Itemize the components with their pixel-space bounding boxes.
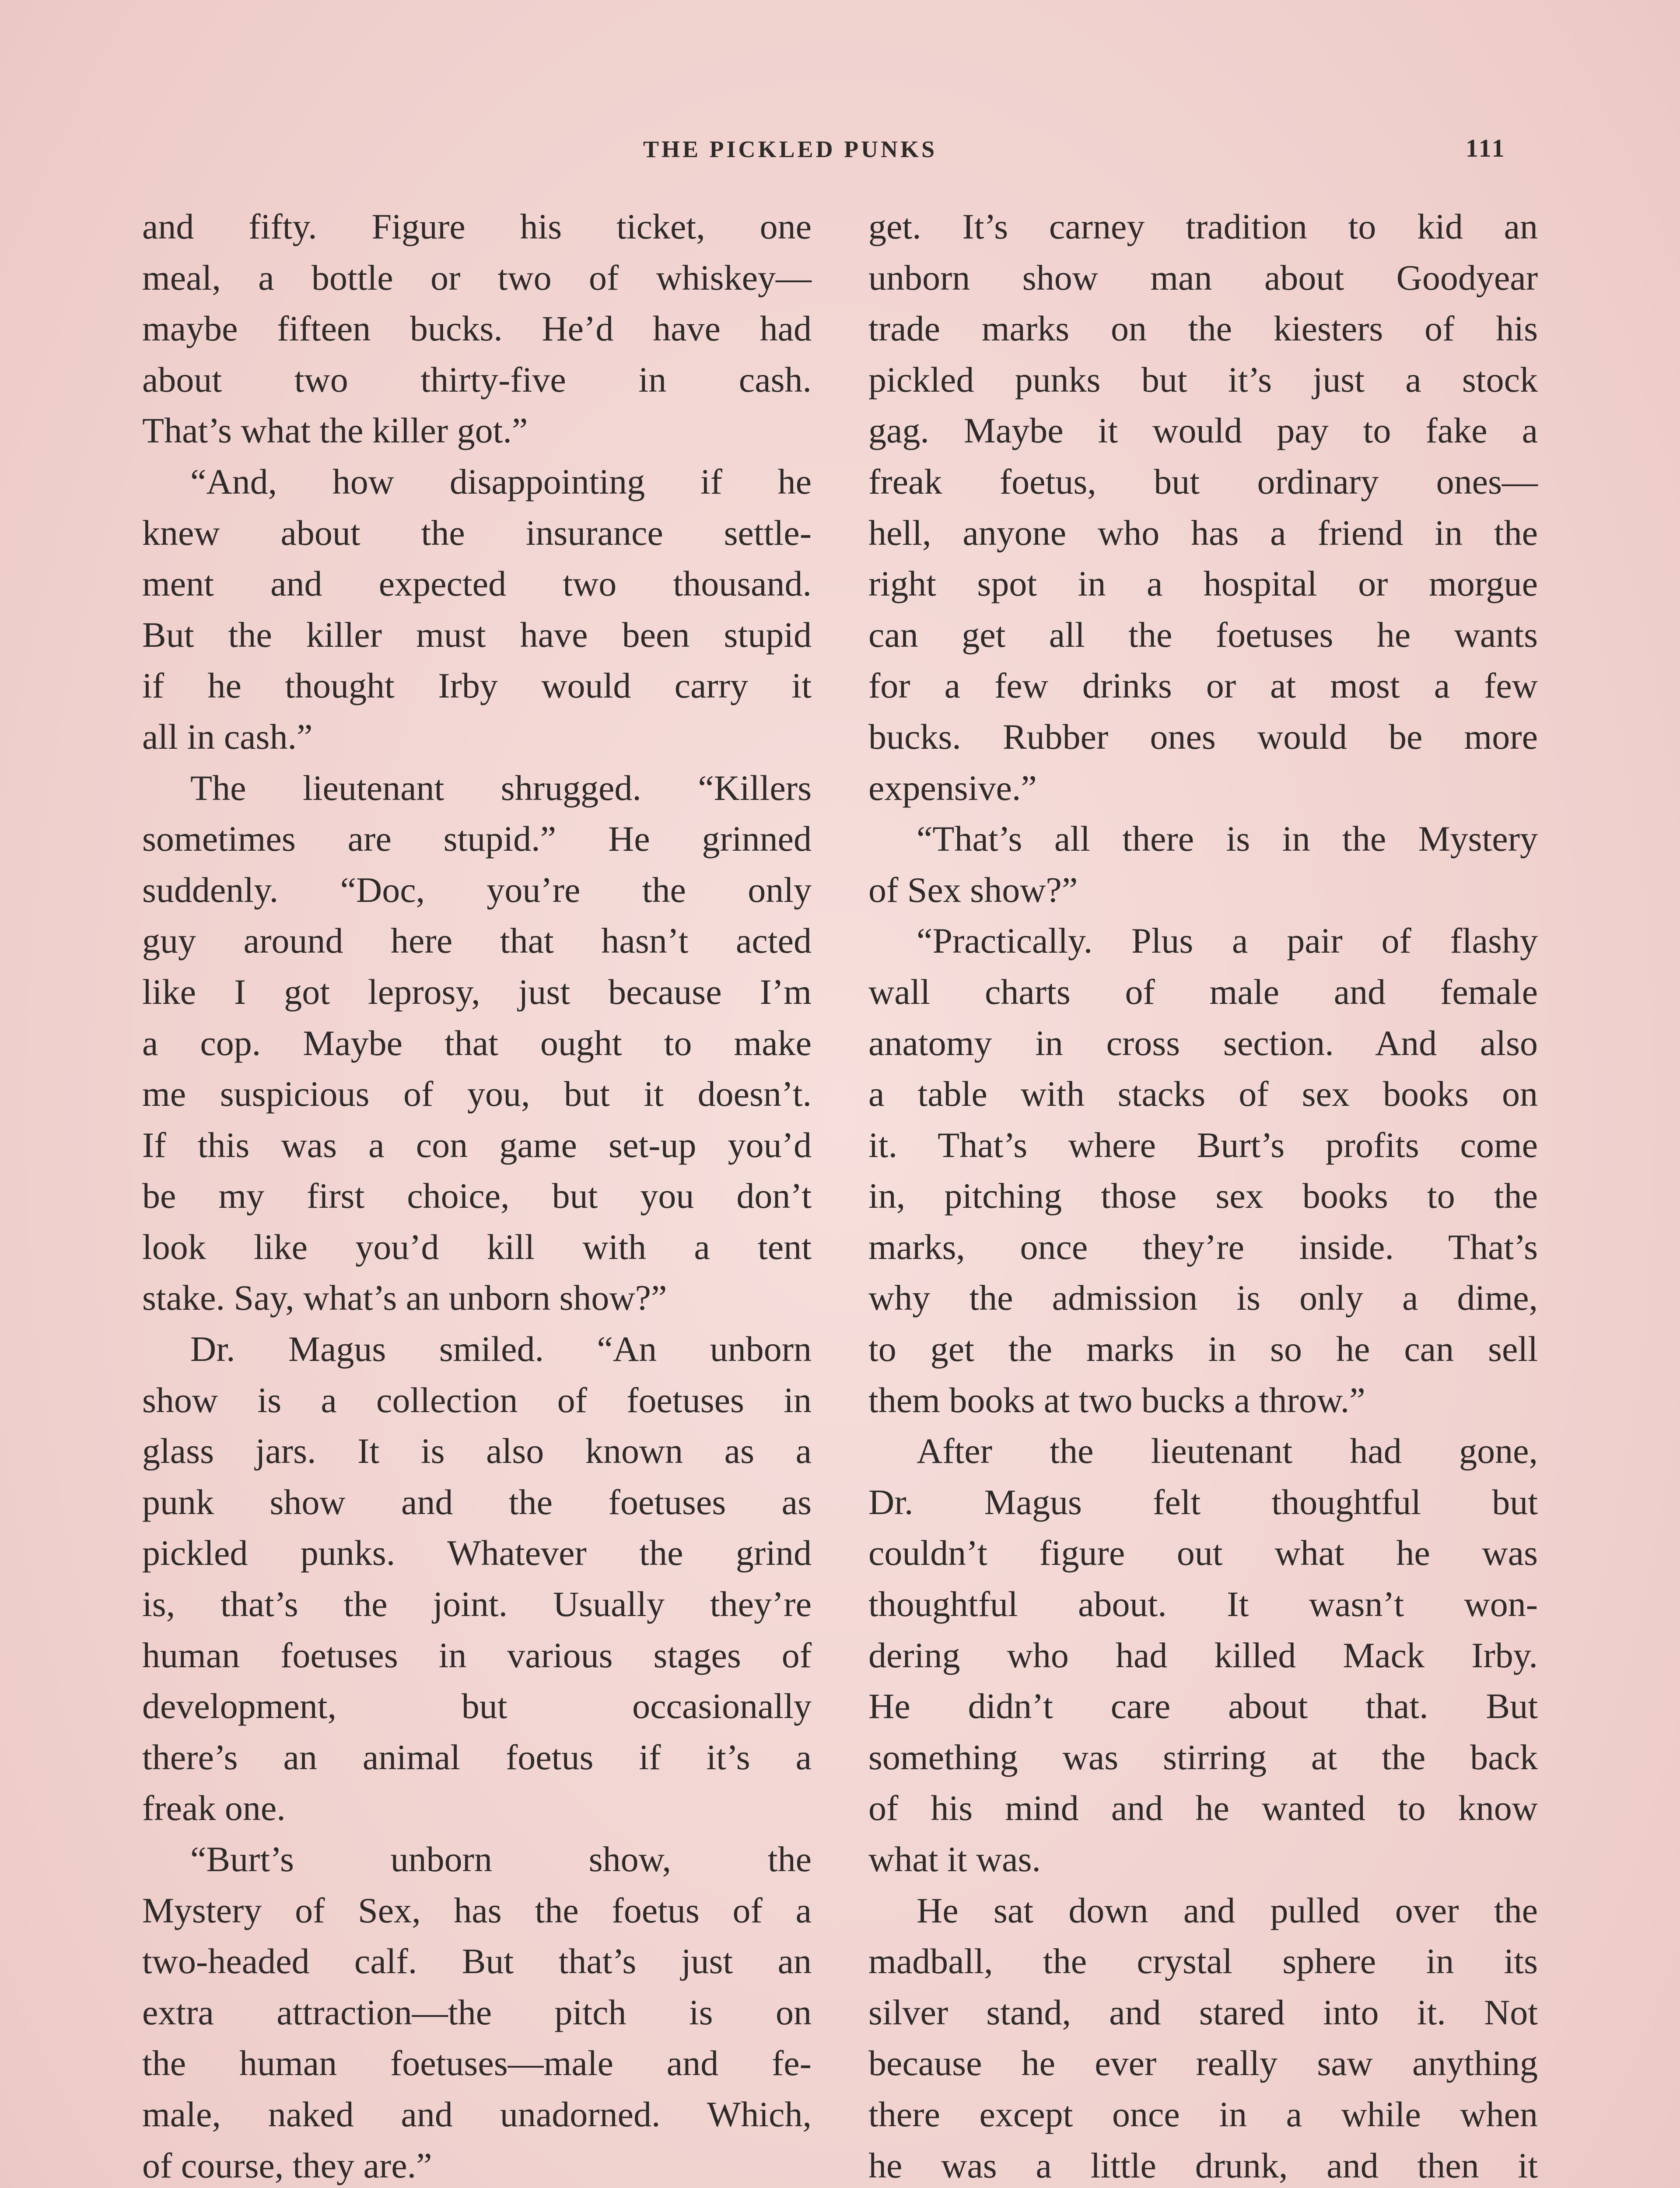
text-line: wall charts of male and female xyxy=(868,971,1538,1012)
text-line: all in cash.” xyxy=(142,716,313,757)
text-line: of Sex show?” xyxy=(868,870,1078,910)
text-line: pickled punks. Whatever the grind xyxy=(142,1533,812,1573)
text-line: something was stirring at the back xyxy=(868,1737,1538,1777)
text-line: He didn’t care about that. But xyxy=(868,1686,1538,1726)
text-line: bucks. Rubber ones would be more xyxy=(868,716,1538,757)
text-line: freak foetus, but ordinary ones— xyxy=(868,461,1538,501)
running-head: THE PICKLED PUNKS xyxy=(643,136,938,162)
text-line: me suspicious of you, but it doesn’t. xyxy=(142,1074,812,1114)
text-line: them books at two bucks a throw.” xyxy=(868,1380,1365,1420)
text-line: meal, a bottle or two of whiskey— xyxy=(142,257,812,298)
text-line: dering who had killed Mack Irby. xyxy=(868,1635,1538,1675)
text-line: because he ever really saw anything xyxy=(868,2043,1538,2083)
text-line: Mystery of Sex, has the foetus of a xyxy=(142,1890,812,1930)
text-line: of his mind and he wanted to know xyxy=(868,1788,1538,1828)
text-line: “Practically. Plus a pair of flashy xyxy=(917,921,1538,961)
text-line: knew about the insurance settle- xyxy=(142,512,812,553)
text-line: glass jars. It is also known as a xyxy=(142,1431,812,1471)
text-line: there’s an animal foetus if it’s a xyxy=(142,1737,812,1777)
text-line: for a few drinks or at most a few xyxy=(868,666,1538,706)
text-line: punk show and the foetuses as xyxy=(142,1482,812,1522)
text-line: Dr. Magus smiled. “An unborn xyxy=(190,1329,812,1369)
text-line: stake. Say, what’s an unborn show?” xyxy=(142,1278,667,1318)
text-line: two-headed calf. But that’s just an xyxy=(142,1941,812,1981)
text-line: He sat down and pulled over the xyxy=(917,1890,1538,1930)
text-line: extra attraction—the pitch is on xyxy=(142,1992,812,2032)
text-line: to get the marks in so he can sell xyxy=(868,1329,1538,1369)
text-line: unborn show man about Goodyear xyxy=(868,257,1538,298)
text-line: why the admission is only a dime, xyxy=(868,1278,1538,1318)
text-line: if he thought Irby would carry it xyxy=(142,666,812,706)
text-line: is, that’s the joint. Usually they’re xyxy=(142,1584,812,1624)
text-line: That’s what the killer got.” xyxy=(142,410,528,451)
text-line: couldn’t figure out what he was xyxy=(868,1533,1538,1573)
text-line: The lieutenant shrugged. “Killers xyxy=(190,768,812,808)
text-line: pickled punks but it’s just a stock xyxy=(868,359,1538,400)
text-line: in, pitching those sex books to the xyxy=(868,1176,1538,1216)
text-line: the human foetuses—male and fe- xyxy=(142,2043,812,2083)
text-line: can get all the foetuses he wants xyxy=(868,614,1538,655)
text-line: what it was. xyxy=(868,1839,1041,1879)
text-line: a table with stacks of sex books on xyxy=(868,1074,1538,1114)
text-line: Dr. Magus felt thoughtful but xyxy=(868,1482,1538,1522)
text-line: madball, the crystal sphere in its xyxy=(868,1941,1538,1981)
text-line: of course, they are.” xyxy=(142,2145,432,2185)
text-line: right spot in a hospital or morgue xyxy=(868,564,1538,604)
text-line: But the killer must have been stupid xyxy=(142,614,812,655)
text-line: “That’s all there is in the Mystery xyxy=(917,819,1538,859)
text-line: he was a little drunk, and then it xyxy=(868,2145,1538,2185)
text-line: get. It’s carney tradition to kid an xyxy=(868,207,1538,246)
text-line: about two thirty-five in cash. xyxy=(142,359,812,400)
text-line: ment and expected two thousand. xyxy=(142,564,812,604)
text-line: guy around here that hasn’t acted xyxy=(142,921,812,961)
left-column xyxy=(142,201,812,2188)
text-line: look like you’d kill with a tent xyxy=(142,1227,812,1267)
text-line: thoughtful about. It wasn’t won- xyxy=(868,1584,1538,1624)
text-line: If this was a con game set-up you’d xyxy=(142,1125,812,1165)
text-line: and fifty. Figure his ticket, one xyxy=(142,207,812,246)
text-line: marks, once they’re inside. That’s xyxy=(868,1227,1538,1267)
text-line: gag. Maybe it would pay to fake a xyxy=(868,410,1538,451)
text-line: silver stand, and stared into it. Not xyxy=(868,1992,1538,2032)
text-line: male, naked and unadorned. Which, xyxy=(142,2094,812,2134)
text-line: development, but occasionally xyxy=(142,1686,812,1726)
page-number: 111 xyxy=(1466,134,1506,162)
text-line: “And, how disappointing if he xyxy=(190,461,812,501)
text-line: like I got leprosy, just because I’m xyxy=(142,971,812,1012)
text-line: After the lieutenant had gone, xyxy=(917,1431,1538,1471)
text-line: suddenly. “Doc, you’re the only xyxy=(142,870,812,910)
text-line: trade marks on the kiesters of his xyxy=(868,309,1538,349)
text-line: it. That’s where Burt’s profits come xyxy=(868,1125,1538,1165)
right-column xyxy=(868,201,1538,2188)
text-line: sometimes are stupid.” He grinned xyxy=(142,819,812,859)
text-line: freak one. xyxy=(142,1788,286,1828)
text-line: be my first choice, but you don’t xyxy=(142,1176,812,1216)
text-line: show is a collection of foetuses in xyxy=(142,1380,812,1420)
text-line: “Burt’s unborn show, the xyxy=(190,1839,812,1879)
text-line: a cop. Maybe that ought to make xyxy=(142,1023,812,1063)
text-line: maybe fifteen bucks. He’d have had xyxy=(142,309,812,349)
text-line: hell, anyone who has a friend in the xyxy=(868,512,1538,553)
text-line: expensive.” xyxy=(868,768,1037,808)
text-line: there except once in a while when xyxy=(868,2094,1538,2134)
text-line: human foetuses in various stages of xyxy=(142,1635,812,1675)
text-line: anatomy in cross section. And also xyxy=(868,1023,1538,1063)
